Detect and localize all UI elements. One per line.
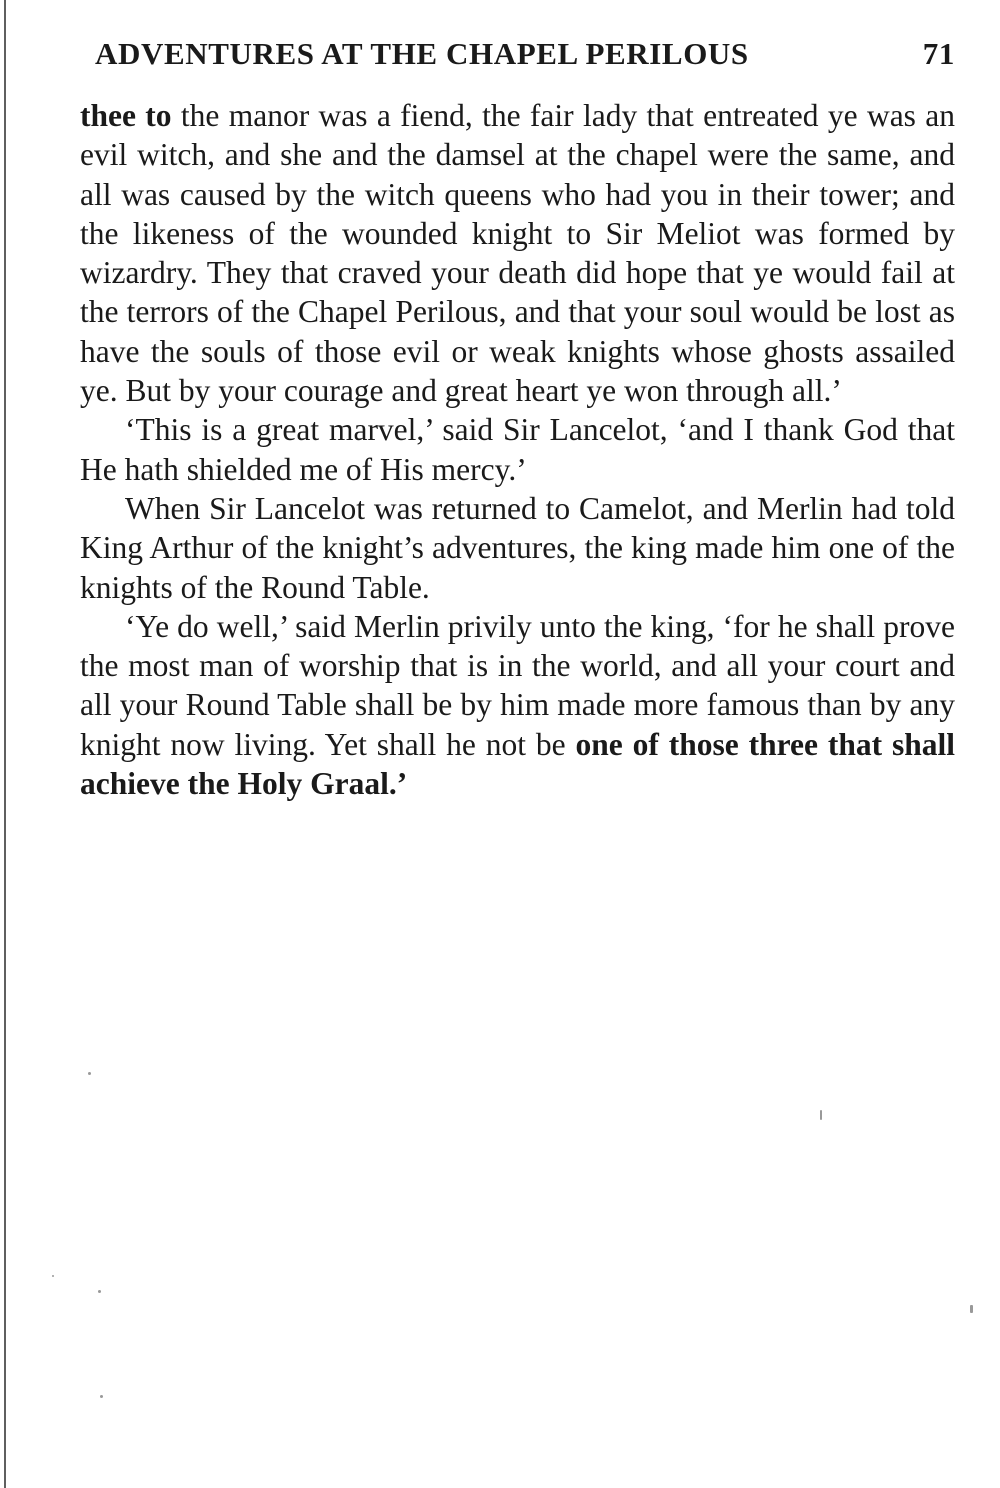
paragraph-text: When Sir Lancelot was returned to Camelot, and Merlin had told King Arthur of the knight’s adventures, the king made him one of the knights of the Round Table. bbox=[80, 490, 955, 605]
scan-speck bbox=[52, 1275, 54, 1277]
paragraph-merlin-prophecy bbox=[80, 607, 955, 803]
paragraph-lancelot-reply bbox=[80, 410, 955, 489]
paragraph-return-to-camelot bbox=[80, 489, 955, 607]
scan-speck bbox=[100, 1395, 103, 1398]
paragraph-text: the manor was a fiend, the fair lady that entreated ye was an evil witch, and she and the damsel at the chapel were the same, and all was caused by the witch queens who had you in their tower; and the likeness of the wounded knight to Sir Meliot was formed by wizardry. They that craved your death did hope that ye would fail at the terrors of the Chapel Perilous, and that your soul would be lost as have the souls of those evil or weak knights whose ghosts assailed ye. But by your courage and great heart ye won through all.’ bbox=[80, 98, 955, 409]
page-number: 71 bbox=[922, 36, 955, 71]
scan-speck bbox=[820, 1110, 822, 1120]
body-text bbox=[80, 96, 955, 803]
paragraph-text: ‘Ye do well,’ said Merlin privily unto the king, ‘for he shall prove the most man of worship that is in the world, and all your court and all your Round Table shall be by him made more famous than by any knight now living. Yet shall he not be bbox=[80, 608, 955, 762]
scan-speck bbox=[88, 1072, 91, 1075]
running-head bbox=[95, 32, 955, 76]
scan-speck bbox=[970, 1305, 973, 1313]
paragraph-continued bbox=[80, 96, 955, 410]
paragraph-tail: one of those three that shall achieve the Holy Graal.’ bbox=[80, 726, 955, 802]
scan-speck bbox=[98, 1290, 101, 1293]
paragraph-text: ‘This is a great marvel,’ said Sir Lancelot, ‘and I thank God that He hath shielded me of His mercy.’ bbox=[80, 412, 955, 487]
binding-gutter-line bbox=[4, 0, 6, 1488]
running-title: ADVENTURES AT THE CHAPEL PERILOUS bbox=[95, 36, 749, 71]
paragraph-lead: thee to bbox=[80, 98, 172, 133]
